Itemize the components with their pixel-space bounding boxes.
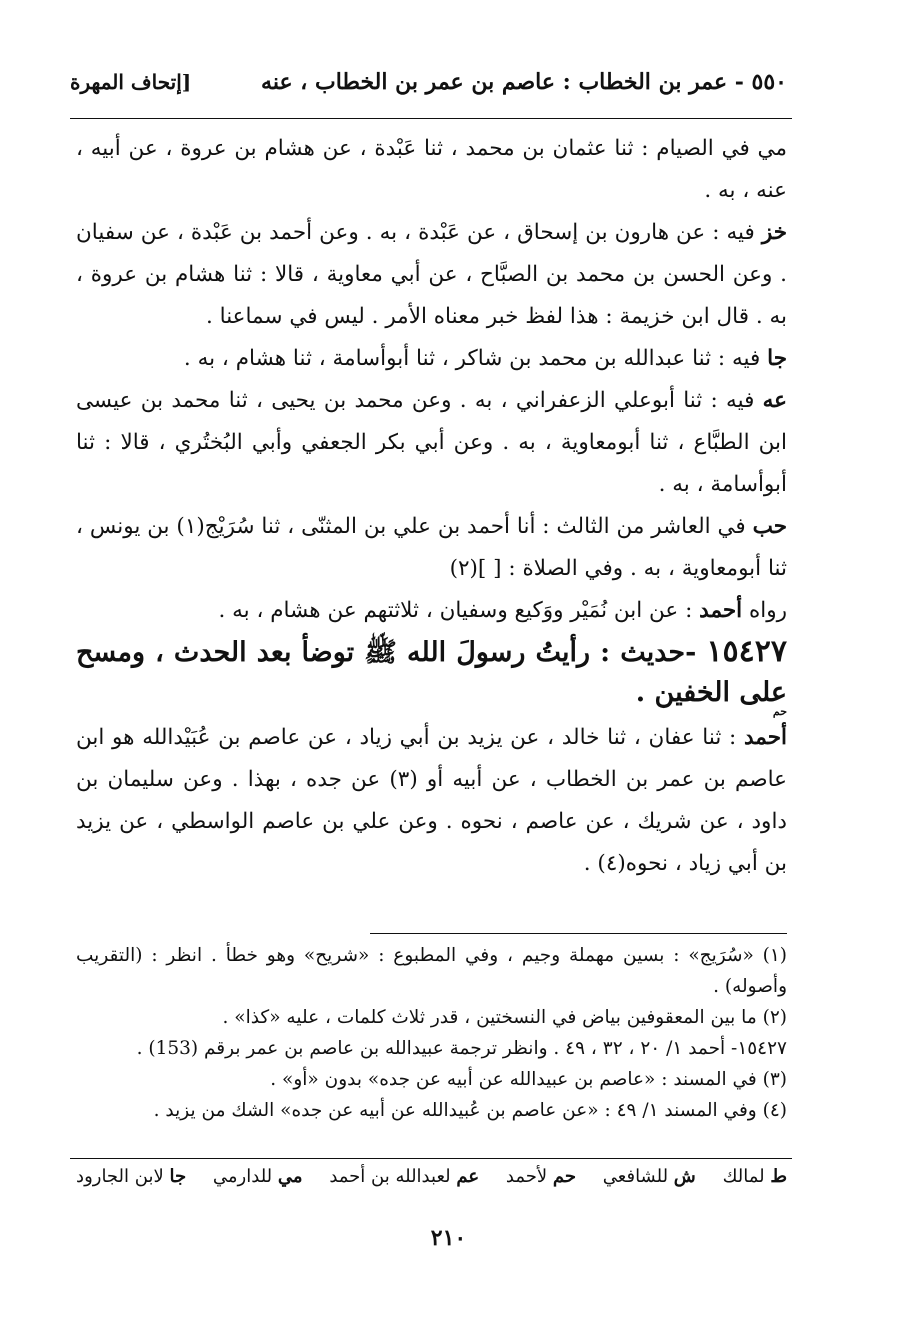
footnote: (٤) وفي المسند ١/ ٤٩ : «عن عاصم بن عُبيدالله عن أبيه عن جده» الشك من يزيد . <box>153 1100 787 1121</box>
paragraph-text: مي في الصيام : ثنا عثمان بن محمد ، ثنا عَبْدة ، عن هشام بن عروة ، عن أبيه ، عنه ، به . <box>76 136 787 203</box>
abbreviation-item: جا لابن الجارود <box>76 1166 187 1187</box>
paragraph-prefix: رواه <box>742 598 787 623</box>
paragraph <box>76 380 787 506</box>
paragraph-text: : ثنا عفان ، ثنا خالد ، عن يزيد بن أبي زياد ، عن عاصم بن عُبَيْدالله هو ابن عاصم بن عمر بن الخطاب ، عن أبيه أو (٣) عن جده ، بهذا . وعن سليمان بن داود ، عن شريك ، عن عاصم ، نحوه . وعن علي بن عاصم الواسطي ، عن يزيد بن أبي زياد ، نحوه(٤) . <box>76 725 787 876</box>
footnotes <box>76 940 787 1126</box>
running-header <box>70 62 787 102</box>
abbreviations-rule <box>70 1158 792 1159</box>
footnote: (٢) ما بين المعقوفين بياض في النسختين ، قدر ثلاث كلمات ، عليه «كذا» . <box>222 1007 787 1028</box>
hadith-text: -حديث : رأيتُ رسولَ الله ﷺ توضأ بعد الحدث ، ومسح على الخفين . <box>76 637 787 708</box>
hadith-source-marker: حم <box>772 705 787 718</box>
paragraph <box>76 506 787 590</box>
header-book-title: [إتحاف المهرة <box>70 70 192 94</box>
main-text <box>76 128 787 885</box>
source-code: أحمد <box>699 598 743 623</box>
paragraph-text: : عن ابن نُمَيْر ووَكيع وسفيان ، ثلاثتهم عن هشام ، به . <box>218 598 700 623</box>
paragraph <box>76 590 787 632</box>
abbreviations-key <box>76 1166 787 1187</box>
paragraph <box>76 717 787 885</box>
source-code: حب <box>752 514 787 539</box>
header-rule <box>70 118 792 119</box>
abbreviation-item: ط لمالك <box>722 1166 787 1187</box>
paragraph-text: فيه : ثنا عبدالله بن محمد بن شاكر ، ثنا أبوأسامة ، ثنا هشام ، به . <box>183 346 768 371</box>
source-code: أحمد <box>744 725 787 750</box>
page-number: ٢١٠ <box>430 1225 467 1251</box>
header-title: ٥٥٠ - عمر بن الخطاب : عاصم بن عمر بن الخطاب ، عنه <box>261 69 787 95</box>
abbreviation-item: حم لأحمد <box>505 1166 576 1187</box>
abbreviation-item: عم لعبدالله بن أحمد <box>329 1166 480 1187</box>
abbreviation-item: ش للشافعي <box>602 1166 696 1187</box>
paragraph <box>76 212 787 338</box>
hadith-number: ١٥٤٢٧ <box>706 634 787 669</box>
paragraph-text: في العاشر من الثالث : أنا أحمد بن علي بن المثنّى ، ثنا سُرَيْج(١) بن يونس ، ثنا أبومعاوية ، به . وفي الصلاة : [ ](٢) <box>76 514 787 581</box>
abbreviation-item: مي للدارمي <box>212 1166 303 1187</box>
source-code: عه <box>762 388 787 413</box>
source-code: خز <box>761 220 787 245</box>
source-code: جا <box>767 346 787 371</box>
paragraph-text: فيه : ثنا أبوعلي الزعفراني ، به . وعن محمد بن يحيى ، ثنا محمد بن عيسى ابن الطبَّاع ، ثنا أبومعاوية ، به . وعن أبي بكر الجعفي وأبي البُختُري ، قالا : ثنا أبوأسامة ، به . <box>76 388 788 497</box>
footnote: (٣) في المسند : «عاصم بن عبيدالله عن أبيه عن جده» بدون «أو» . <box>270 1069 787 1090</box>
hadith-heading <box>76 632 787 717</box>
paragraph <box>76 128 787 212</box>
paragraph-text: فيه : عن هارون بن إسحاق ، عن عَبْدة ، به . وعن أحمد بن عَبْدة ، عن سفيان . وعن الحسن بن محمد بن الصبَّاح ، عن أبي معاوية ، قالا : ثنا هشام بن عروة ، به . قال ابن خزيمة : هذا لفظ خبر معناه الأمر . ليس في سماعنا . <box>76 220 787 329</box>
footnote-rule <box>370 933 787 934</box>
footnote: (١) «سُرَيج» : بسين مهملة وجيم ، وفي المطبوع : «شريح» وهو خطأ . انظر : (التقريب وأصوله) . <box>76 945 787 997</box>
footnote: ١٥٤٢٧- أحمد ١/ ٢٠ ، ٣٢ ، ٤٩ . وانظر ترجمة عبيدالله بن عاصم بن عمر برقم (153) . <box>136 1038 787 1059</box>
paragraph <box>76 338 787 380</box>
